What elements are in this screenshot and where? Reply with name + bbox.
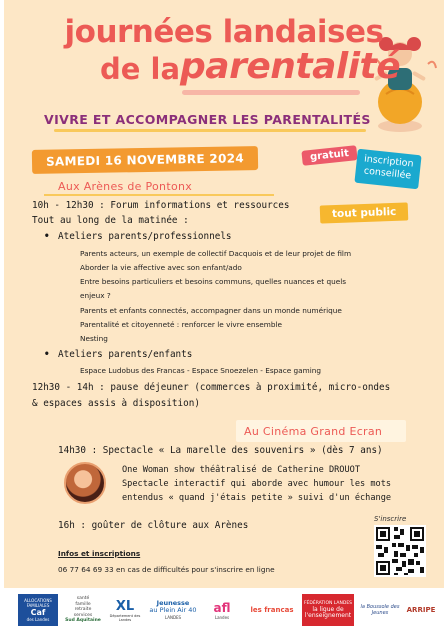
title-line-1: journées landaises	[64, 14, 384, 50]
flyer-page	[4, 0, 444, 636]
qr-code-icon[interactable]	[374, 525, 426, 577]
lunch-line-2: & espaces assis à disposition)	[32, 398, 200, 409]
tag-inscription-line1: inscription	[363, 153, 415, 170]
logo-departement: XL Département des Landes	[109, 598, 141, 622]
tag-gratuit: gratuit	[301, 145, 357, 166]
workshop-pro-item: enjeux ?	[80, 291, 111, 300]
subtitle: VIVRE ET ACCOMPAGNER LES PARENTALITÉS	[44, 112, 371, 127]
tag-inscription-line2: conseillée	[363, 165, 412, 182]
logo-afl: afl Landes	[213, 600, 231, 620]
show-line: 14h30 : Spectacle « La marelle des souvenirs » (dès 7 ans)	[58, 445, 383, 456]
show-desc-line-2: Spectacle interactif qui aborde avec humour les mots	[122, 479, 392, 489]
workshop-pro-item: Entre besoins particuliers et besoins communs, quelles nuances et quels	[80, 277, 347, 286]
workshop-pro-item: Aborder la vie affective avec son enfant/ado	[80, 263, 242, 272]
date-banner: SAMEDI 16 NOVEMBRE 2024	[32, 146, 258, 174]
logo-francas: les francas	[250, 606, 294, 614]
tag-inscription	[354, 149, 421, 190]
performer-avatar	[64, 462, 106, 504]
qr-label: S'inscrire	[374, 515, 407, 523]
logo-caf: ALLOCATIONS FAMILIALES Caf des Landes	[18, 594, 58, 626]
closing-line: 16h : goûter de clôture aux Arènes	[58, 520, 249, 531]
tag-public: tout public	[320, 202, 409, 223]
show-desc-line-3: entendus « quand j'étais petite » suivi d'un échange	[122, 493, 392, 503]
forum-line: 10h - 12h30 : Forum informations et ressources	[32, 200, 290, 211]
logo-ligue-enseignement: FÉDÉRATION LANDES la ligue de l'enseignement	[302, 594, 354, 626]
logo-arripe: ARRIPE	[406, 606, 436, 614]
morning-line: Tout au long de la matinée :	[32, 215, 189, 226]
workshops-kids-line: Espace Ludobus des Francas - Espace Snoezelen - Espace gaming	[80, 366, 322, 375]
title-de-la: de la	[100, 52, 181, 86]
workshop-pro-item: Parents acteurs, un exemple de collectif Dacquois et de leur projet de film	[80, 249, 352, 258]
info-label: Infos et inscriptions	[58, 549, 141, 558]
workshop-pro-item: Nesting	[80, 334, 108, 343]
title-underline	[182, 90, 360, 95]
bullet-icon: •	[44, 231, 50, 242]
logo-boussole: la Boussole des Jeunes	[360, 604, 400, 616]
lunch-line-1: 12h30 - 14h : pause déjeuner (commerces à proximité, micro-ondes	[32, 382, 391, 393]
workshops-pro-title: Ateliers parents/professionnels	[58, 231, 232, 242]
venue2-title: Au Cinéma Grand Ecran	[244, 425, 383, 438]
show-desc-line-1: One Woman show théâtralisé de Catherine DROUOT	[122, 465, 360, 475]
title-parentalite: parentalité	[180, 46, 401, 87]
subtitle-underline	[54, 129, 366, 132]
workshop-pro-item: Parentalité et citoyenneté : renforcer le vivre ensemble	[80, 320, 283, 329]
venue1-title: Aux Arènes de Pontonx	[58, 180, 193, 193]
workshops-kids-title: Ateliers parents/enfants	[58, 349, 193, 360]
logo-jpa: Jeunesse au Plein Air 40 LANDES	[149, 598, 197, 620]
info-phone: 06 77 64 69 33 en cas de difficultés pour s'inscrire en ligne	[58, 565, 275, 574]
logo-msa: santé famille retraite services Sud Aquitaine	[65, 596, 101, 624]
bullet-icon: •	[44, 349, 50, 360]
venue1-underline	[44, 194, 274, 196]
workshop-pro-item: Parents et enfants connectés, accompagner dans un monde numérique	[80, 306, 342, 315]
